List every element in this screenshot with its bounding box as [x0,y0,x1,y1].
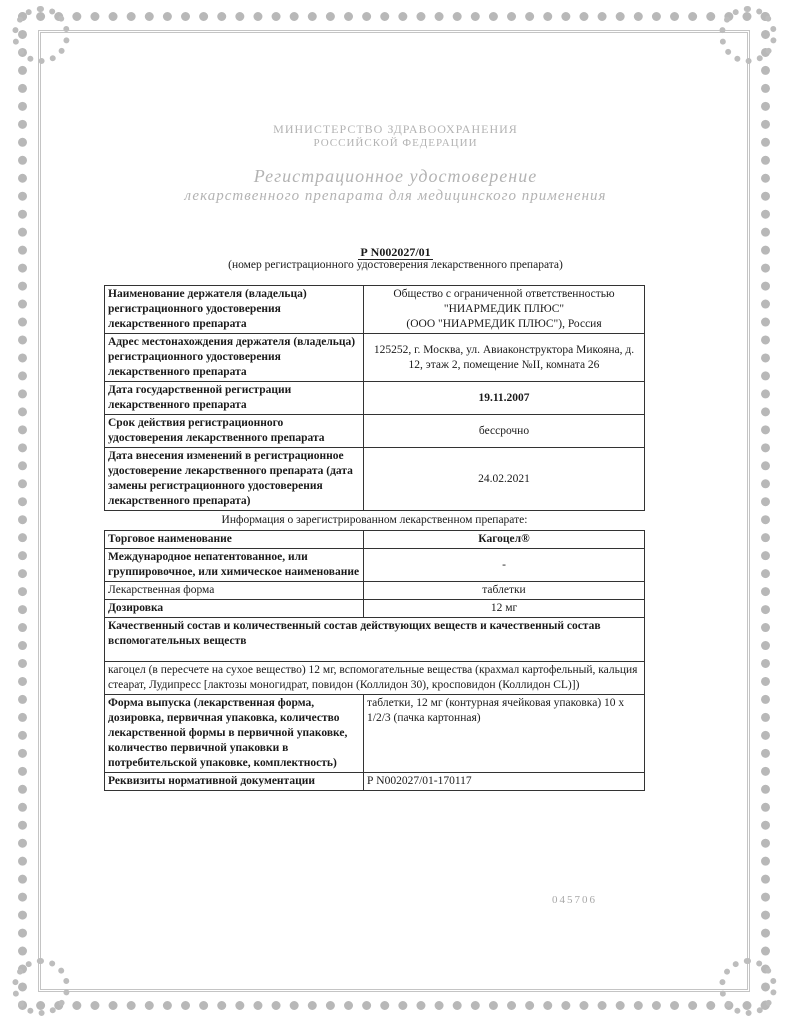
table-row [105,600,645,618]
corner-ornament [12,958,70,1016]
validity-label: Срок действия регистрационного удостоверения лекарственного препарата [105,415,364,448]
table-row [105,334,645,382]
composition-heading: Качественный состав и количественный состав действующих веществ и качественный состав вспомогательных веществ [105,618,645,662]
document-subtitle: лекарственного препарата для медицинского применения [184,188,607,204]
ministry-line-1: МИНИСТЕРСТВО ЗДРАВООХРАНЕНИЯ [273,122,518,136]
change-date-value: 24.02.2021 [364,448,645,511]
table-row [105,415,645,448]
table-row [105,695,645,773]
document-title: Регистрационное удостоверение [253,166,538,186]
dosage-form-value: таблетки [364,582,645,600]
corner-ornament [719,6,777,64]
table-row [105,448,645,511]
table-row [105,511,645,531]
registration-caption: (номер регистрационного удостоверения лекарственного препарата) [228,259,563,271]
address-label: Адрес местонахождения держателя (владельца) регистрационного удостоверения лекарственного препарата [105,334,364,382]
registration-number: Р N002027/01 [360,245,431,259]
table-row [105,286,645,334]
registration-table [104,285,645,791]
ministry-line-2: РОССИЙСКОЙ ФЕДЕРАЦИИ [313,137,478,149]
corner-ornament [719,958,777,1016]
regdate-value: 19.11.2007 [364,382,645,415]
dose-label: Дозировка [105,600,364,618]
table-row [105,531,645,549]
table-row [105,662,645,695]
table-row [105,582,645,600]
info-heading: Информация о зарегистрированном лекарственном препарате: [105,511,645,531]
normative-doc-value: Р N002027/01-170117 [364,773,645,791]
normative-doc-label: Реквизиты нормативной документации [105,773,364,791]
inn-label: Международное непатентованное, или группировочное, или химическое наименование [105,549,364,582]
trade-name-value: Кагоцел® [364,531,645,549]
table-row [105,549,645,582]
address-value: 125252, г. Москва, ул. Авиаконструктора Микояна, д. 12, этаж 2, помещение №II, комната 26 [364,334,645,382]
composition-value: кагоцел (в пересчете на сухое вещество) 12 мг, вспомогательные вещества (крахмал картофельный, кальция стеарат, Лудипресс [лактозы моногидрат, повидон (Коллидон 30), кросповидон (Коллидон CL)]) [105,662,645,695]
validity-value: бессрочно [364,415,645,448]
serial-stamp: 045706 [552,894,597,906]
holder-value: Общество с ограниченной ответственностью "НИАРМЕДИК ПЛЮС" (ООО "НИАРМЕДИК ПЛЮС"), Россия [364,286,645,334]
corner-ornament [12,6,70,64]
table-row [105,382,645,415]
dose-value: 12 мг [364,600,645,618]
regdate-label: Дата государственной регистрации лекарственного препарата [105,382,364,415]
release-form-label: Форма выпуска (лекарственная форма, дозировка, первичная упаковка, количество лекарственной формы в первичной упаковке, количество первичной упаковки в потребительской упаковке, комплектность) [105,695,364,773]
inn-value: - [364,549,645,582]
trade-name-label: Торговое наименование [105,531,364,549]
table-row [105,618,645,662]
holder-label: Наименование держателя (владельца) регистрационного удостоверения лекарственного препарата [105,286,364,334]
table-row [105,773,645,791]
dosage-form-label: Лекарственная форма [105,582,364,600]
release-form-value: таблетки, 12 мг (контурная ячейковая упаковка) 10 x 1/2/3 (пачка картонная) [364,695,645,773]
change-date-label: Дата внесения изменений в регистрационное удостоверение лекарственного препарата (дата замены регистрационного удостоверения лекарственного препарата) [105,448,364,511]
